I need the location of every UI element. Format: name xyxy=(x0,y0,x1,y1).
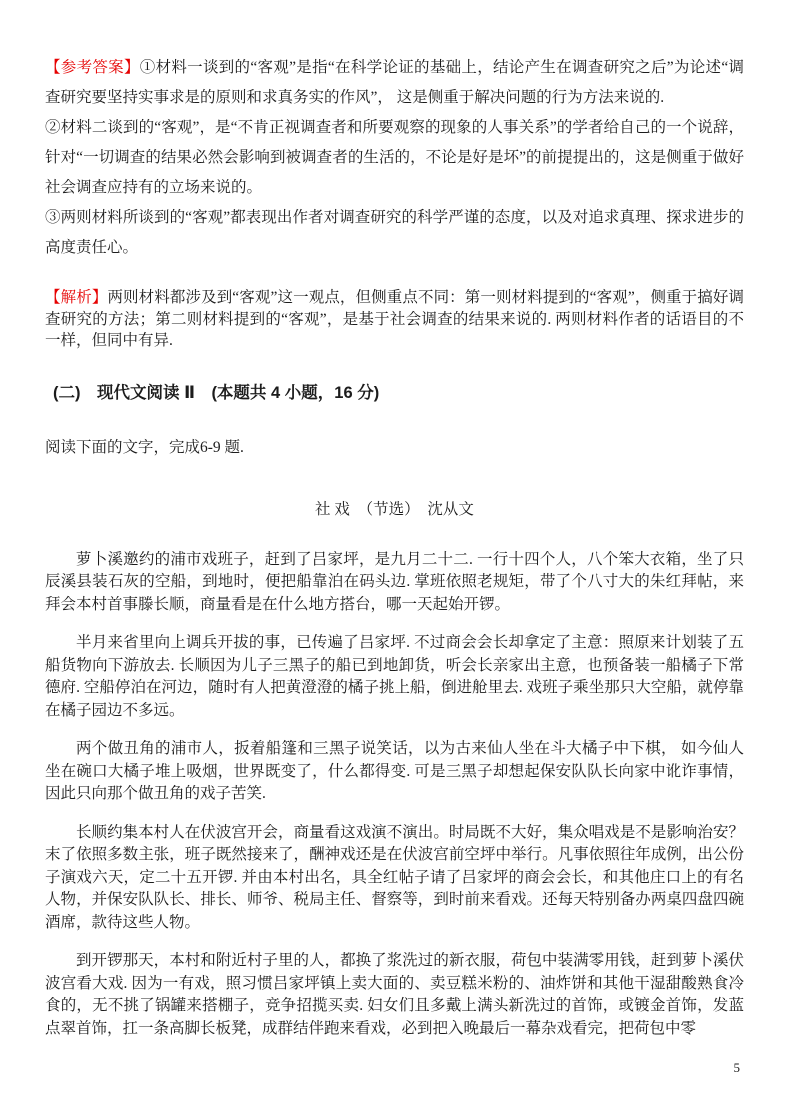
passage-paragraph-2: 半月来省里向上调兵开拔的事，已传遍了吕家坪. 不过商会会长却拿定了主意：照原来计划装了五船货物向下游放去. 长顺因为儿子三黑子的船已到地卸货，听会长亲家出主意，也预备装一船橘子下常德府. 空船停泊在河边，随时有人把黄澄澄的橘子挑上船，倒进舱里去. 戏班子乘坐那只大空船，就停靠在橘子园边不多远。 xyxy=(45,634,744,719)
analysis-section xyxy=(45,287,744,352)
answer-item-2: ②材料二谈到的“客观”，是“不肯正视调查者和所要观察的现象的人事关系”的学者给自己的一个说辞，针对“一切调查的结果必然会影响到被调查者的生活的，不论是好是坏”的前提提出的，这是侧重于做好社会调查应持有的立场来说的。 xyxy=(45,119,744,196)
answer-item-3: ③两则材料所谈到的“客观”都表现出作者对调查研究的科学严谨的态度，以及对追求真理、探求进步的高度责任心。 xyxy=(45,209,744,256)
page-number: 5 xyxy=(733,1060,740,1075)
passage-title: 社 戏 （节选） 沈从文 xyxy=(315,500,474,518)
passage-paragraph-4: 长顺约集本村人在伏波宫开会，商量看这戏演不演出。时局既不大好，集众唱戏是不是影响治安？末了依照多数主张，班子既然接来了，酬神戏还是在伏波宫前空坪中举行。凡事依照往年成例，出公份子演戏六天，定二十五开锣. 并由本村出名，具全红帖子请了吕家坪的商会会长，和其他庄口上的有名人物，并保安队队长、排长、师爷、税局主任、督察等，到时前来看戏。还每天特别备办两桌四盘四碗酒席，款待这些人物。 xyxy=(45,823,744,931)
passage-paragraph-5: 到开锣那天，本村和附近村子里的人，都换了浆洗过的新衣服，荷包中装满零用钱，赶到萝卜溪伏波宫看大戏. 因为一有戏，照习惯吕家坪镇上卖大面的、卖豆糕米粉的、油炸饼和其他干湿甜酸熟食冷食的，无不挑了锅罐来搭棚子，竞争招揽买卖. 妇女们且多戴上满头新洗过的首饰，或镀金首饰，发蓝点翠首饰，扛一条高脚长板凳，成群结伴跑来看戏，必到把入晚最后一幕杂戏看完，把荷包中零 xyxy=(45,952,744,1037)
reference-answer-label: 【参考答案】 xyxy=(45,59,140,76)
passage-paragraph-1: 萝卜溪邀约的浦市戏班子，赶到了吕家坪，是九月二十二. 一行十四个人，八个笨大衣箱，坐了只辰溪县装石灰的空船，到地时，便把船靠泊在码头边. 掌班依照老规矩，带了个八寸大的朱红拜帖，来拜会本村首事滕长顺，商量看是在什么地方搭台，哪一天起始开锣。 xyxy=(45,550,744,613)
answer-item-1-text: ①材料一谈到的“客观”是指“在科学论证的基础上，结论产生在调查研究之后”为论述“调查研究要坚持实事求是的原则和求真务实的作风”， 这是侧重于解决问题的行为方法来说的. xyxy=(45,59,744,106)
reading-instruction: 阅读下面的文字，完成6-9 题. xyxy=(45,438,244,456)
analysis-text: 两则材料都涉及到“客观”这一观点，但侧重点不同：第一则材料提到的“客观”，侧重于搞好调查研究的方法；第二则材料提到的“客观”，是基于社会调查的结果来说的. 两则材料作者的话语目的不一样，但同中有异. xyxy=(45,289,744,349)
passage-paragraph-3: 两个做丑角的浦市人，扳着船篷和三黑子说笑话，以为古来仙人坐在斗大橘子中下棋， 如今仙人坐在碗口大橘子堆上吸烟，世界既变了，什么都得变. 可是三黑子却想起保安队队长向家中讹诈事情，因此只向那个做丑角的戏子苦笑. xyxy=(45,740,744,802)
answer-item-1 xyxy=(45,53,744,113)
section-header: (二) 现代文阅读 Ⅱ (本题共 4 小题，16 分) xyxy=(53,383,380,402)
analysis-label: 【解析】 xyxy=(45,289,108,306)
reference-answer-section xyxy=(45,53,744,263)
